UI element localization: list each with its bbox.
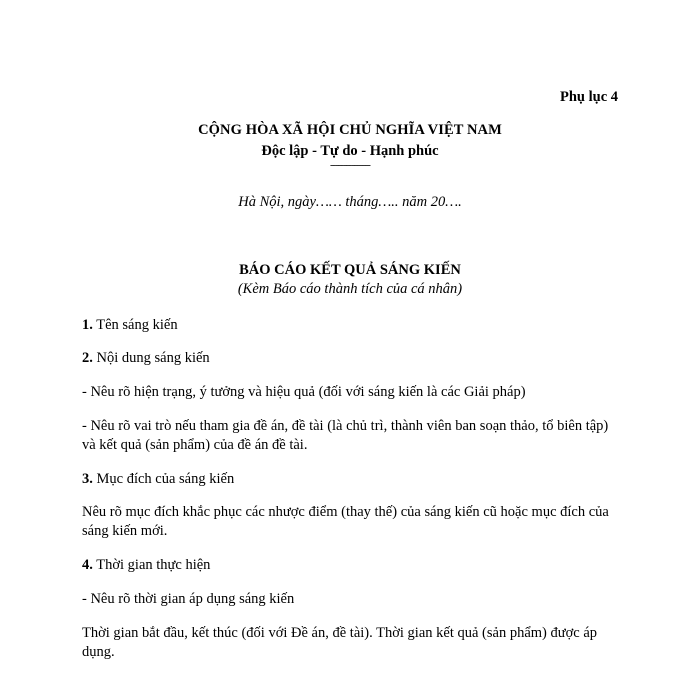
appendix-label: Phụ lục 4 — [559, 89, 618, 105]
section-3-paragraph-1: Nêu rõ mục đích khắc phục các nhược điểm (thay thế) của sáng kiến cũ hoặc mục đích của sáng kiến mới. — [82, 504, 609, 539]
section-title: Thời gian thực hiện — [92, 557, 211, 573]
section-title: Mục đích của sáng kiến — [92, 471, 235, 487]
section-3-heading — [82, 470, 618, 489]
section-number: 2. — [82, 350, 93, 366]
section-2-paragraph-2: - Nêu rõ vai trò nếu tham gia đề án, đề tài (là chủ trì, thành viên ban soạn thảo, tổ biên tập) và kết quả (sản phẩm) của đề án đề tài. — [82, 418, 609, 453]
section-4-heading — [82, 556, 618, 575]
national-title: CỘNG HÒA XÃ HỘI CHỦ NGHĨA VIỆT NAM — [198, 122, 502, 138]
section-2-heading — [82, 349, 618, 368]
section-4-paragraph-2: Thời gian bắt đầu, kết thúc (đối với Đề án, đề tài). Thời gian kết quả (sản phẩm) được áp dụng. — [82, 625, 598, 660]
dateline: Hà Nội, ngày…… tháng….. năm 20…. — [238, 194, 462, 210]
section-number: 1. — [82, 317, 93, 333]
section-4-paragraph-1: - Nêu rõ thời gian áp dụng sáng kiến — [82, 591, 295, 607]
section-2-paragraph-1: - Nêu rõ hiện trạng, ý tưởng và hiệu quả (đối với sáng kiến là các Giải pháp) — [82, 384, 526, 400]
section-number: 4. — [82, 557, 93, 573]
national-motto: Độc lập - Tự do - Hạnh phúc — [261, 143, 439, 159]
section-1-heading — [82, 316, 618, 335]
section-title: Nội dung sáng kiến — [92, 350, 210, 366]
report-subtitle: (Kèm Báo cáo thành tích của cá nhân) — [237, 281, 463, 297]
section-number: 3. — [82, 471, 93, 487]
report-title: BÁO CÁO KẾT QUẢ SÁNG KIẾN — [239, 262, 461, 278]
section-title: Tên sáng kiến — [92, 317, 178, 333]
motto-divider: --------------- — [330, 159, 370, 171]
